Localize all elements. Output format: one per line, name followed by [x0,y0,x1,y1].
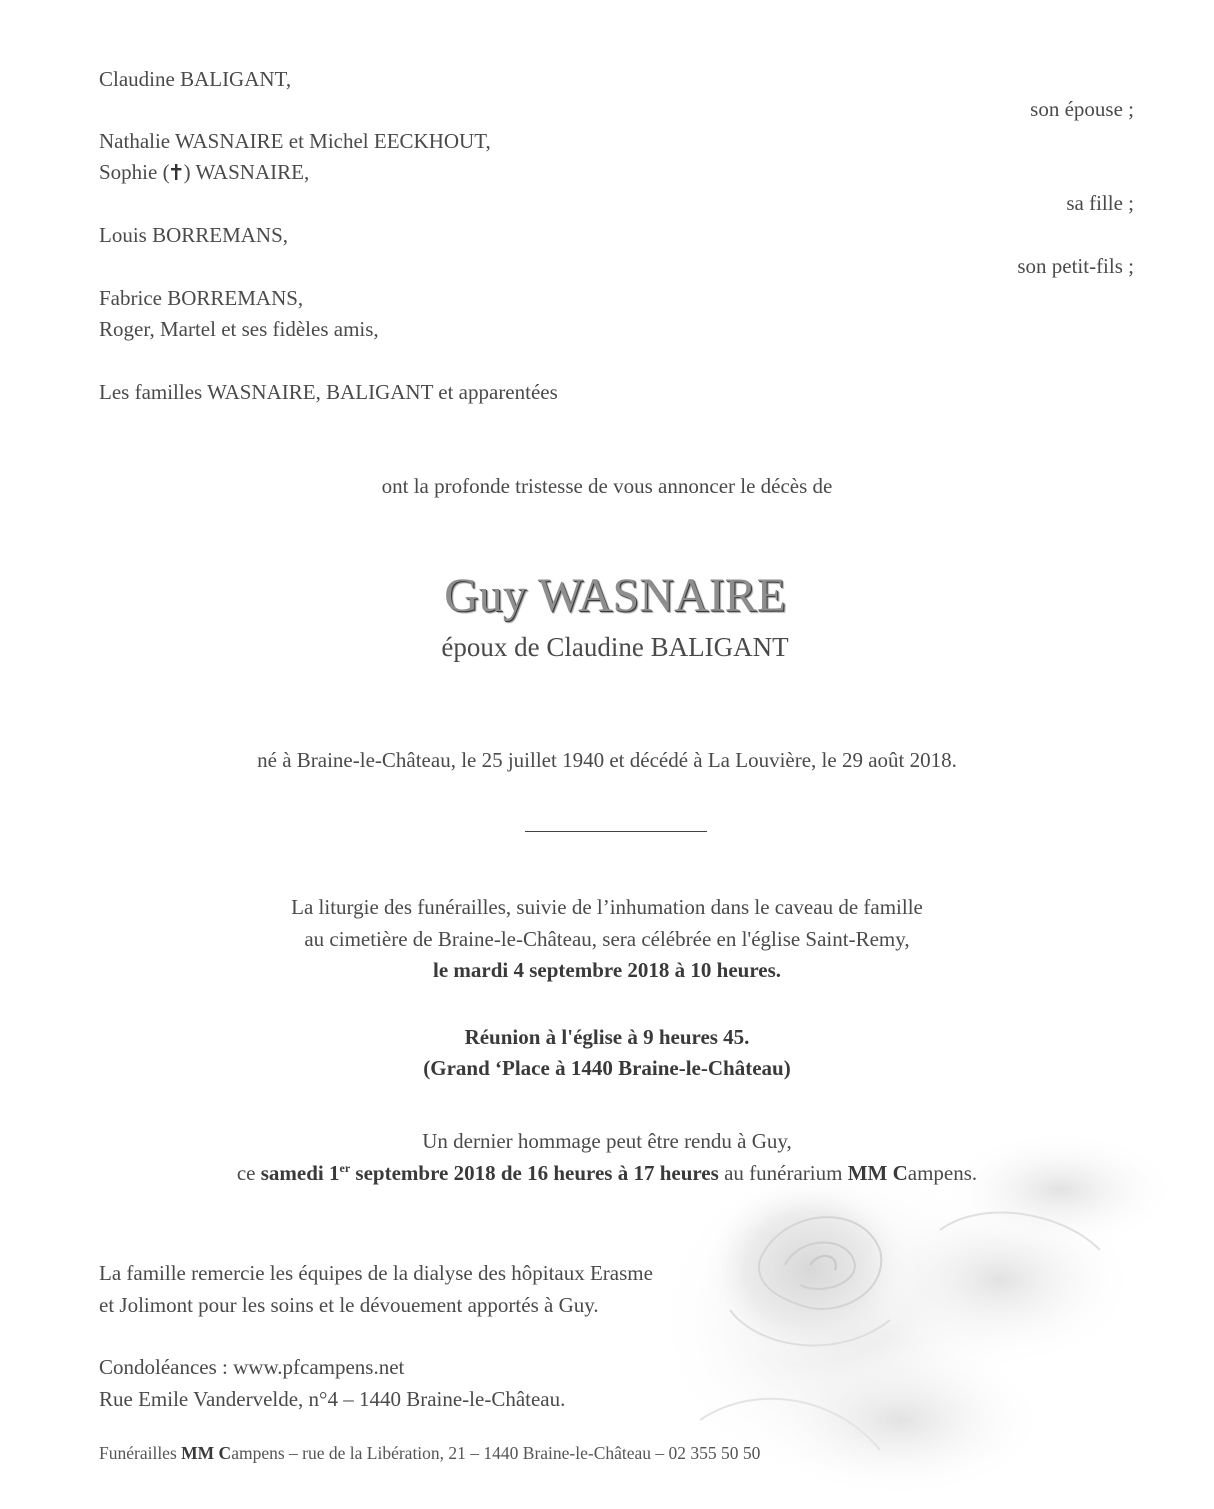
church-address [0,1055,1214,1081]
sophie-prefix: Sophie ( [99,160,170,184]
tribute-line-2 [0,1160,1214,1186]
family-line-fabrice: Fabrice BORREMANS, [99,286,304,310]
family-line-friends: Roger, Martel et ses fidèles amis, [99,317,379,341]
family-line-wife: Claudine BALIGANT, [99,67,292,91]
meeting-time [0,1024,1214,1050]
condolences: Condoléances : www.pfcampens.net [99,1355,405,1379]
divider [525,831,707,832]
church-address-text: (Grand ‘Place à 1440 Braine-le-Château) [423,1056,791,1080]
address: Rue Emile Vandervelde, n°4 – 1440 Braine-le-Château. [99,1387,566,1411]
footer-mm: MM C [181,1443,232,1463]
tribute-mm: MM C [847,1161,908,1185]
liturgy-date-text: le mardi 4 septembre 2018 à 10 heures. [432,958,782,982]
family-line-grandson: Louis BORREMANS, [99,223,289,247]
relation-daughter: sa fille ; [1066,191,1134,215]
sophie-suffix: ) WASNAIRE, [183,160,310,184]
deceased-spouse: époux de Claudine BALIGANT [441,632,789,662]
family-line-daughter: Nathalie WASNAIRE et Michel EECKHOUT, [99,129,491,153]
family-line-sophie [99,159,309,185]
tribute-time: septembre 2018 de 16 heures à 17 heures [350,1161,719,1185]
footer-post: ampens – rue de la Libération, 21 – 1440 Braine-le-Château – 02 355 50 50 [231,1443,761,1463]
birth-death-dates: né à Braine-le-Château, le 25 juillet 1940 et décédé à La Louvière, le 29 août 2018. [257,748,957,772]
thanks-line-1: La famille remercie les équipes de la dialyse des hôpitaux Erasme [99,1261,653,1285]
tribute-line-1: Un dernier hommage peut être rendu à Guy, [422,1129,792,1153]
footer [99,1442,760,1464]
tribute-ce: ce [236,1161,261,1185]
family-line-families: Les familles WASNAIRE, BALIGANT et apparentées [99,380,558,404]
tribute-sup: er [339,1161,351,1175]
liturgy-line-1: La liturgie des funérailles, suivie de l’inhumation dans le caveau de famille [291,895,923,919]
tribute-samedi: samedi 1 [260,1161,340,1185]
tribute-ampens: ampens. [907,1161,978,1185]
tribute-date [261,1161,719,1185]
relation-wife: son épouse ; [1030,97,1134,121]
meeting-time-text: Réunion à l'église à 9 heures 45. [464,1025,750,1049]
thanks-line-2: et Jolimont pour les soins et le dévouement apportés à Guy. [99,1293,599,1317]
tribute-place-intro: au funérarium [718,1161,848,1185]
liturgy-line-2: au cimetière de Braine-le-Château, sera célébrée en l'église Saint-Remy, [304,927,910,951]
liturgy-date [0,957,1214,983]
footer-pre: Funérailles [99,1443,182,1463]
cross-icon [170,159,184,185]
relation-grandson: son petit-fils ; [1017,254,1134,278]
announcement: ont la profonde tristesse de vous annoncer le décès de [381,474,833,498]
deceased-name: Guy WASNAIRE [444,569,786,622]
